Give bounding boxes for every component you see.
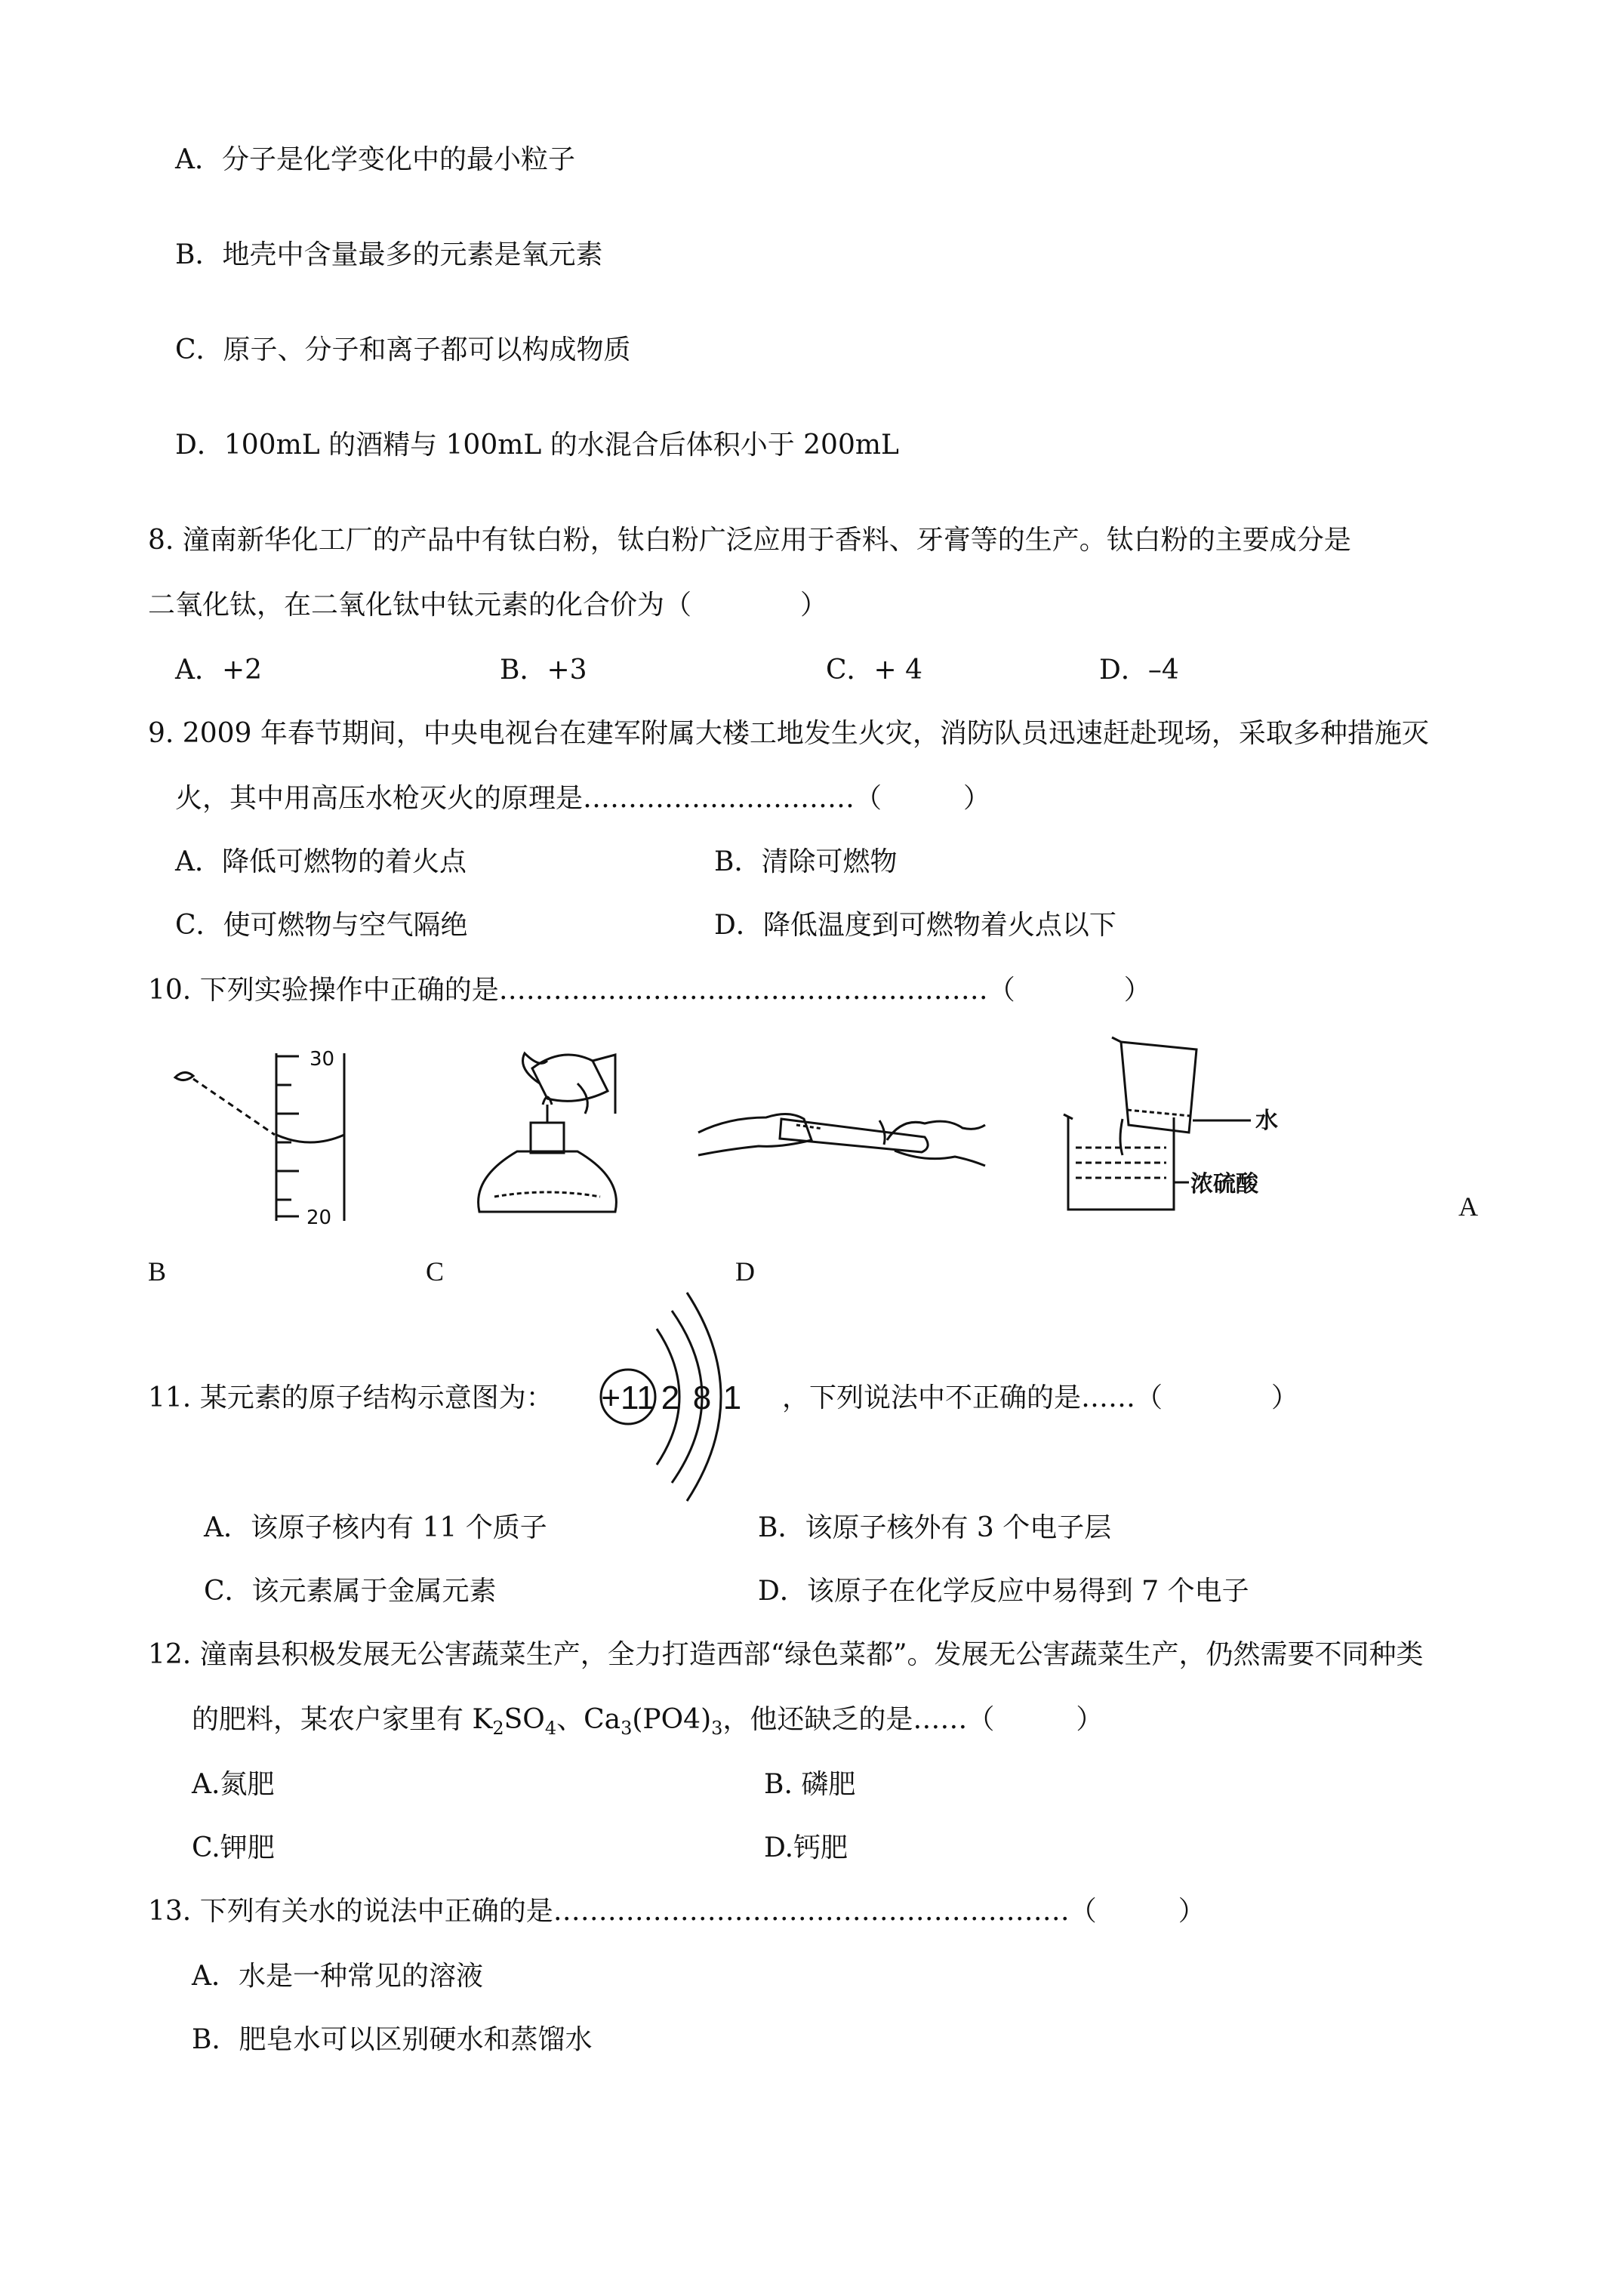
- figure-alcohol-lamp: [464, 1038, 645, 1234]
- q7-option-a: A．分子是化学变化中的最小粒子: [175, 144, 575, 175]
- atom-structure-diagram: [589, 1284, 755, 1510]
- q12-option-d: D.钙肥: [764, 1832, 848, 1863]
- label-acid: 浓硫酸: [1190, 1171, 1258, 1197]
- cylinder-bottom-mark: 20: [306, 1207, 332, 1229]
- cylinder-top-mark: 30: [310, 1048, 335, 1071]
- q9-option-d: D．降低温度到可燃物着火点以下: [714, 910, 1116, 941]
- q8-option-b: B．+3: [500, 655, 587, 686]
- shell-1-count: 2: [661, 1379, 680, 1416]
- q11-option-c: C．该元素属于金属元素: [204, 1576, 497, 1607]
- q9-option-b: B．清除可燃物: [714, 846, 898, 877]
- q10-option-c-label: C: [426, 1256, 445, 1287]
- q11-option-a: A．该原子核内有 11 个质子: [204, 1512, 547, 1543]
- q11-option-b: B．该原子核外有 3 个电子层: [758, 1512, 1112, 1543]
- figure-acid-dilution: [1061, 1034, 1302, 1216]
- label-water: 水: [1255, 1108, 1278, 1134]
- q12-option-c: C.钾肥: [192, 1832, 275, 1863]
- q9-option-c: C．使可燃物与空气隔绝: [175, 910, 468, 941]
- figure-cylinder-reading: [166, 1046, 362, 1227]
- eye-icon: [175, 1072, 193, 1080]
- q8-option-d: D．–4: [1099, 655, 1179, 686]
- q10-stem: 10. 下列实验操作中正确的是………………………………………………（ ）: [148, 975, 1151, 1006]
- q9-stem-line2: 火，其中用高压水枪灭火的原理是…………………………（ ）: [175, 783, 991, 814]
- q7-option-d: D．100mL 的酒精与 100mL 的水混合后体积小于 200mL: [175, 430, 899, 461]
- q13-option-a: A．水是一种常见的溶液: [192, 1961, 483, 1992]
- figure-test-tube: [698, 1087, 985, 1178]
- q11-stem-prefix: 11. 某元素的原子结构示意图为：: [148, 1382, 553, 1413]
- q10-option-d-label: D: [735, 1256, 755, 1287]
- q7-option-c: C．原子、分子和离子都可以构成物质: [175, 334, 631, 365]
- q8-option-c: C．+ 4: [826, 655, 923, 686]
- q9-option-a: A．降低可燃物的着火点: [175, 846, 467, 877]
- q13-option-b: B．肥皂水可以区别硬水和蒸馏水: [192, 2024, 593, 2055]
- q7-option-b: B．地壳中含量最多的元素是氧元素: [175, 239, 603, 270]
- q11-option-d: D．该原子在化学反应中易得到 7 个电子: [758, 1576, 1249, 1607]
- nucleus-charge: +11: [601, 1379, 655, 1416]
- q9-stem-line1: 9. 2009 年春节期间，中央电视台在建军附属大楼工地发生火灾，消防队员迅速赶赴现场，采取多种措施灭: [148, 718, 1429, 749]
- q11-stem-suffix: ，下列说法中不正确的是……（ ）: [782, 1382, 1299, 1413]
- q13-stem: 13. 下列有关水的说法中正确的是…………………………………………………（ ）: [148, 1896, 1206, 1927]
- shell-2-count: 8: [692, 1379, 712, 1416]
- shell-3-count: 1: [722, 1379, 742, 1416]
- q10-option-b-label: B: [148, 1256, 167, 1287]
- q12-option-a: A.氮肥: [192, 1769, 275, 1800]
- q12-stem-line2: 的肥料，某农户家里有 $K_2SO_4$、$Ca_3(PO4)_3$，他还缺乏的是……（ ）: [192, 1704, 1104, 1740]
- q8-stem-line1: 8. 潼南新华化工厂的产品中有钛白粉，钛白粉广泛应用于香料、牙膏等的生产。钛白粉的主要成分是: [148, 525, 1351, 556]
- q8-stem-line2: 二氧化钛，在二氧化钛中钛元素的化合价为（ ）: [148, 590, 828, 621]
- q8-option-a: A．+2: [175, 655, 263, 686]
- q10-option-a-label: A: [1458, 1191, 1478, 1222]
- q12-stem-line1: 12. 潼南县积极发展无公害蔬菜生产，全力打造西部“绿色菜都”。发展无公害蔬菜生产，仍然需要不同种类: [148, 1639, 1424, 1670]
- q12-option-b: B. 磷肥: [764, 1769, 856, 1800]
